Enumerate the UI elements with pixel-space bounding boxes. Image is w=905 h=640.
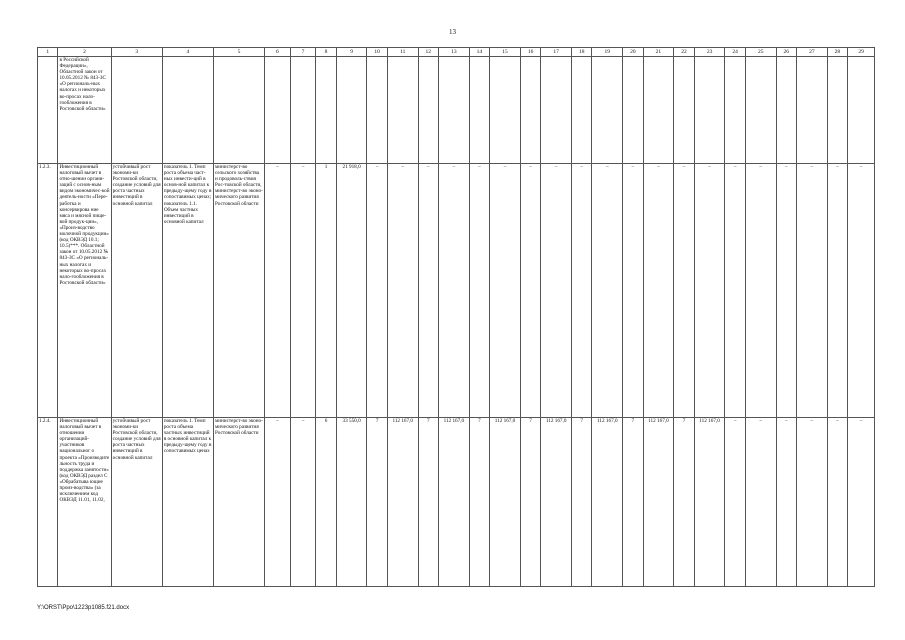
- column-number-cell: 8: [316, 48, 336, 57]
- column-number-cell: 9: [336, 48, 367, 57]
- value-cell: [745, 57, 776, 164]
- column-number-cell: 19: [592, 48, 623, 57]
- column-number-cell: 7: [290, 48, 316, 57]
- value-cell: 7: [367, 418, 387, 587]
- value-cell: [776, 57, 796, 164]
- value-cell: [520, 57, 540, 164]
- value-cell: –: [571, 164, 591, 418]
- value-cell: 112 167,0: [541, 418, 572, 587]
- value-cell: –: [745, 164, 776, 418]
- column-number-cell: 23: [694, 48, 725, 57]
- value-cell: –: [290, 164, 316, 418]
- value-cell: [848, 57, 875, 164]
- value-cell: [290, 57, 316, 164]
- value-cell: 7: [674, 418, 694, 587]
- column-number-cell: 26: [776, 48, 796, 57]
- value-cell: 112 167,0: [694, 418, 725, 587]
- value-cell: –: [827, 164, 847, 418]
- value-cell: [592, 57, 623, 164]
- value-cell: [316, 57, 336, 164]
- goal-cell: устойчивый рост экономи-ки Ростовской области, создание условий для роста частных инвестиций в основной капитал: [111, 164, 162, 418]
- column-number-cell: 1: [38, 48, 58, 57]
- column-number-cell: 16: [520, 48, 540, 57]
- value-cell: –: [418, 164, 438, 418]
- value-cell: [643, 57, 674, 164]
- goal-cell: [111, 57, 162, 164]
- measure-name-cell: Инвестиционный налоговый вычет в отношении организаций-участников национальног о проекта «Производите льность труда и поддержка занятости» (код ОКВЭД раздел C «Обрабатыва ющие произ-водства» (за исключением код ОКВЭД 11.01, 11.02,: [58, 418, 111, 587]
- value-cell: [571, 57, 591, 164]
- value-cell: –: [674, 164, 694, 418]
- column-number-cell: 28: [827, 48, 847, 57]
- file-path-footer: Y:\ORST\Ppo\1223p1085.f21.docx: [37, 605, 130, 611]
- value-cell: [367, 57, 387, 164]
- value-cell: –: [776, 164, 796, 418]
- value-cell: 33 550,0: [336, 418, 367, 587]
- column-number-cell: 14: [469, 48, 489, 57]
- value-cell: –: [797, 418, 828, 587]
- column-number-cell: 20: [623, 48, 643, 57]
- column-number-cell: 22: [674, 48, 694, 57]
- value-cell: [674, 57, 694, 164]
- row-number-cell: 1.2.3.: [38, 164, 58, 418]
- value-cell: [623, 57, 643, 164]
- column-number-cell: 10: [367, 48, 387, 57]
- value-cell: –: [623, 164, 643, 418]
- column-number-cell: 15: [490, 48, 521, 57]
- value-cell: 112 167,0: [592, 418, 623, 587]
- column-number-cell: 27: [797, 48, 828, 57]
- value-cell: –: [439, 164, 470, 418]
- column-number-cell: 25: [745, 48, 776, 57]
- value-cell: [490, 57, 521, 164]
- value-cell: [265, 57, 291, 164]
- column-number-cell: 24: [725, 48, 745, 57]
- value-cell: 112 167,0: [387, 418, 418, 587]
- column-number-cell: 6: [265, 48, 291, 57]
- value-cell: –: [265, 164, 291, 418]
- table-row: [38, 164, 875, 418]
- value-cell: 7: [571, 418, 591, 587]
- value-cell: –: [725, 418, 745, 587]
- measure-name-cell: в Российской Федерации», Областной закон от 10.05.2012 № 843-ЗС «О региональ-ных налогах и некоторых во-просах нало-гообложения в Ростовской области»: [58, 57, 111, 164]
- value-cell: –: [290, 418, 316, 587]
- value-cell: 7: [623, 418, 643, 587]
- row-number-cell: [38, 57, 58, 164]
- value-cell: [694, 57, 725, 164]
- value-cell: 112 167,0: [490, 418, 521, 587]
- value-cell: –: [797, 164, 828, 418]
- value-cell: [336, 57, 367, 164]
- row-number-cell: 1.2.4.: [38, 418, 58, 587]
- column-number-cell: 21: [643, 48, 674, 57]
- measure-name-cell: Инвестиционный налоговый вычет в отно-шении органи-заций с основ-ным видом экономичес-кой деятель-ности «Пере-работка и консервирова ние мяса и мясной пище-вой продук-ции», «Произ-водство молочной продукции» (код ОКВЭД 10.1; 10.5)***. Областной закон от 10.05.2012 № 843-ЗС «О региональ-ных налогах и некоторых во-просах нало-гообложения в Ростовской области»: [58, 164, 111, 418]
- column-number-cell: 12: [418, 48, 438, 57]
- value-cell: 6: [316, 418, 336, 587]
- column-number-cell: 3: [111, 48, 162, 57]
- value-cell: –: [848, 418, 875, 587]
- value-cell: [469, 57, 489, 164]
- value-cell: 112 167,0: [439, 418, 470, 587]
- page-number: 13: [449, 28, 456, 36]
- column-number-cell: 13: [439, 48, 470, 57]
- value-cell: –: [725, 164, 745, 418]
- value-cell: [725, 57, 745, 164]
- table-row: [38, 418, 875, 587]
- value-cell: –: [520, 164, 540, 418]
- value-cell: [387, 57, 418, 164]
- table-row: [38, 57, 875, 164]
- value-cell: –: [490, 164, 521, 418]
- indicator-cell: показатель 1. Темп роста объема частных инвестиций в основной капитал к предыду-щему году в сопоставимых ценах: [162, 418, 213, 587]
- value-cell: 1: [316, 164, 336, 418]
- value-cell: –: [387, 164, 418, 418]
- value-cell: –: [848, 164, 875, 418]
- value-cell: –: [827, 418, 847, 587]
- value-cell: [827, 57, 847, 164]
- value-cell: [439, 57, 470, 164]
- value-cell: –: [541, 164, 572, 418]
- column-number-cell: 17: [541, 48, 572, 57]
- curator-cell: министерст-во эконо-мического развития Ростовской области: [213, 418, 264, 587]
- value-cell: –: [592, 164, 623, 418]
- value-cell: –: [367, 164, 387, 418]
- value-cell: 21 918,0: [336, 164, 367, 418]
- column-number-cell: 2: [58, 48, 111, 57]
- curator-cell: министерст-во сельского хозяйства и продоволь-ствия Рос-товской области, министерст-во эконо-мического развития Ростовской области: [213, 164, 264, 418]
- value-cell: 112 167,0: [643, 418, 674, 587]
- header-row: [38, 48, 875, 57]
- value-cell: –: [469, 164, 489, 418]
- column-number-cell: 11: [387, 48, 418, 57]
- value-cell: 7: [469, 418, 489, 587]
- data-table: [37, 47, 875, 587]
- value-cell: –: [776, 418, 796, 587]
- indicator-cell: показатель 1. Темп роста объема част-ных инвести-ций в основ-ной капитал к предыду-щему году в сопоставимых ценах; показатель 1.1. Объем частных инвестиций в основной капитал: [162, 164, 213, 418]
- value-cell: –: [745, 418, 776, 587]
- curator-cell: [213, 57, 264, 164]
- value-cell: –: [694, 164, 725, 418]
- column-number-cell: 29: [848, 48, 875, 57]
- value-cell: –: [265, 418, 291, 587]
- value-cell: –: [643, 164, 674, 418]
- value-cell: 7: [418, 418, 438, 587]
- column-number-cell: 4: [162, 48, 213, 57]
- value-cell: [797, 57, 828, 164]
- value-cell: [418, 57, 438, 164]
- value-cell: [541, 57, 572, 164]
- column-number-cell: 5: [213, 48, 264, 57]
- value-cell: 7: [520, 418, 540, 587]
- indicator-cell: [162, 57, 213, 164]
- column-number-cell: 18: [571, 48, 591, 57]
- goal-cell: устойчивый рост экономи-ки Ростовской области, создание условий для роста частных инвестиций в основной капитал: [111, 418, 162, 587]
